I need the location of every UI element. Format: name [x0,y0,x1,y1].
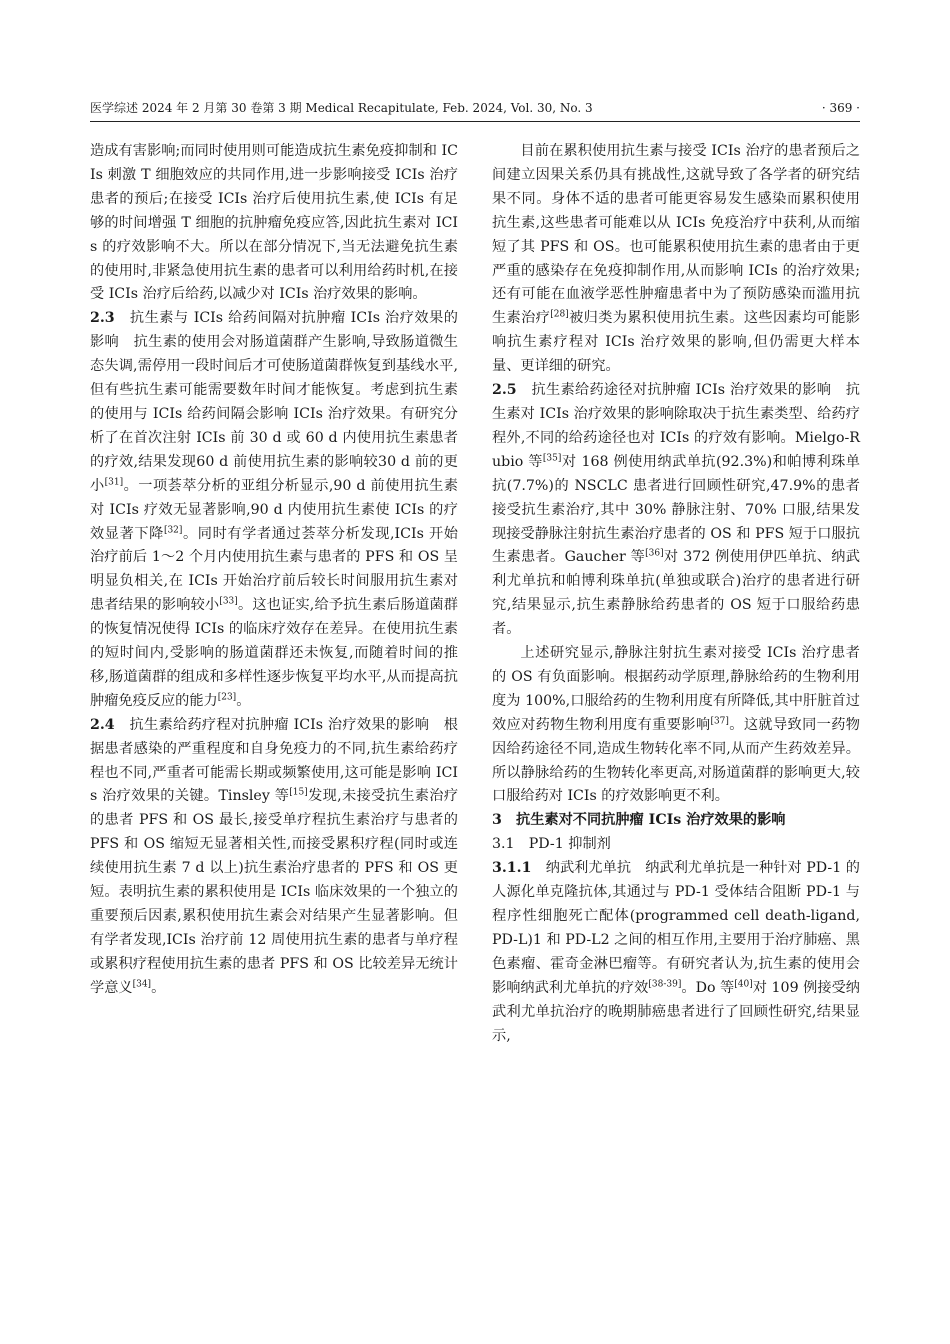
section-2-4 [90,714,458,1001]
section-number: 2.3 [90,310,115,327]
citation: [34] [132,978,152,989]
page-number: · 369 · [821,101,860,115]
section-title: 纳武利尤单抗 [545,860,632,877]
running-header [90,100,860,120]
section-number: 2.5 [492,382,517,399]
body-text: 对 372 例使用伊匹单抗、纳武利尤单抗和帕博利珠单抗(单独或联合)治疗的患者进行研究,结果显示,抗生素静脉给药患者的 OS 短于口服给药患者。 [492,549,860,638]
paragraph [492,140,860,379]
citation: [33] [219,596,238,607]
body-text: 上述研究显示,静脉注射抗生素对接受 ICIs 治疗患者的 OS 有负面影响。根据药动学原理,静脉给药的生物利用度为 100%,口服给药的生物利用度有所降低,其中肝脏首过效应对药物生物利用度有重要影响 [492,645,860,733]
citation: [15] [289,787,308,798]
section-title: 抗生素与 ICIs 给药间隔对抗肿瘤 ICIs 治疗效果的影响 [90,310,458,351]
section-number: 3.1.1 [492,860,532,877]
body-text: 纳武利尤单抗是一种针对 PD-1 的人源化单克隆抗体,其通过与 PD-1 受体结合阻断 PD-1 与程序性细胞死亡配体(programmed cell death-ligand, PD-L)1 和 PD-L2 之间的相互作用,主要用于治疗肺癌、黑色素瘤、霍奇金淋巴瘤等。有研究者认为,抗生素的使用会影响纳武利尤单抗的疗效 [492,860,860,996]
citation: [32] [163,524,183,535]
citation: [23] [217,692,237,703]
section-3-heading: 3 抗生素对不同抗肿瘤 ICIs 治疗效果的影响 [492,812,786,829]
paragraph-continued: 造成有害影响;而同时使用则可能造成抗生素免疫抑制和 ICIs 刺激 T 细胞效应的共同作用,进一步影响接受 ICIs 治疗患者的预后;在接受 ICIs 治疗后使用抗生素,使 ICIs 有足够的时间增强 T 细胞的抗肿瘤免疫应答,因此抗生素对 ICIs 的疗效影响不大。所以在部分情况下,当无法避免抗生素的使用时,非紧急使用抗生素的患者可以利用给药时机,在接受 ICIs 治疗后给药,以减少对 ICIs 治疗效果的影响。 [90,143,458,303]
right-column [492,140,860,1048]
citation: [37] [710,716,729,727]
citation: [28] [550,309,569,320]
body-text: 对 168 例使用纳武单抗(92.3%)和帕博利珠单抗(7.7%)的 NSCLC 患者进行回顾性研究,47.9%的患者接受抗生素治疗,其中 30% 静脉注射、70% 口服,结果发现接受静脉注射抗生素治疗患者的 OS 和 PFS 短于口服抗生素患者。Gaucher 等 [492,453,860,566]
journal-header: 医学综述 2024 年 2 月第 30 卷第 3 期 Medical Recapitulate, Feb. 2024, Vol. 30, No. 3 [90,101,593,115]
body-text: 发现,未接受抗生素治疗的患者 PFS 和 OS 最长,接受单疗程抗生素治疗与患者的 PFS 和 OS 缩短无显著相关性,而接受累积疗程(同时或连续使用抗生素 7 d 以上)抗生素治疗患者的 PFS 和 OS 更短。表明抗生素的累积使用是 ICIs 临床效果的一个独立的重要预后因素,累积使用抗生素会对结果产生显著影响。但有学者发现,ICIs 治疗前 12 周使用抗生素的患者与单疗程或累积疗程使用抗生素的患者 PFS 和 OS 比较差异无统计学意义 [90,788,459,996]
body-text: 目前在累积使用抗生素与接受 ICIs 治疗的患者预后之间建立因果关系仍具有挑战性,这就导致了各学者的研究结果不同。身体不适的患者可能更容易发生感染而累积使用抗生素,这些患者可能难以从 ICIs 免疫治疗中获利,从而缩短了其 PFS 和 OS。也可能累积使用抗生素的患者由于更严重的感染存在免疫抑制作用,从而影响 ICIs 的治疗效果;还有可能在血液学恶性肿瘤患者中为了预防感染而滥用抗生素治疗 [492,143,860,327]
citation: [36] [645,548,664,559]
header-rule [90,121,860,122]
citation: [40] [734,978,753,989]
body-text: 。这就导致同一药物因给药途径不同,造成生物转化率不同,从而产生药效差异。所以静脉给药的生物转化率更高,对肠道菌群的影响更大,较口服给药对 ICIs 的疗效影响更不利。 [492,716,860,805]
body-text: 。Do 等 [681,979,735,996]
body-text: 。这也证实,给予抗生素后肠道菌群的恢复情况使得 ICIs 的临床疗效存在差异。在使用抗生素的短时间内,受影响的肠道菌群还未恢复,而随着时间的推移,肠道菌群的组成和多样性逐步恢复平均水平,从而提高抗肿瘤免疫反应的能力 [90,597,458,709]
section-title: 抗生素给药途径对抗肿瘤 ICIs 治疗效果的影响 [531,382,832,399]
body-text: 。同时有学者通过荟萃分析发现,ICIs 开始治疗前后 1～2 个月内使用抗生素与患者的 PFS 和 OS 呈明显负相关,在 ICIs 开始治疗前后较长时间服用抗生素对患者结果的影响较小 [90,525,458,614]
section-number: 2.4 [90,716,115,733]
citation: [38-39] [648,978,682,989]
body-text: 抗生素对 ICIs 治疗效果的影响除取决于抗生素类型、给药疗程外,不同的给药途径也对 ICIs 的疗效有影响。Mielgo-Rubio 等 [492,382,860,470]
body-text: 对 109 例接受纳武利尤单抗治疗的晚期肺癌患者进行了回顾性研究,结果显示, [492,979,860,1044]
body-text: 。一项荟萃分析的亚组分析显示,90 d 前使用抗生素对 ICIs 疗效无显著影响,90 d 内使用抗生素使 ICIs 的疗效显著下降 [90,477,458,542]
section-3-1-1 [492,857,860,1048]
section-2-5 [492,379,860,642]
body-text: 。 [151,979,166,996]
body-text: 根据患者感染的严重程度和自身免疫力的不同,抗生素给药疗程也不同,严重者可能需长期或频繁使用,这可能是影响 ICIs 治疗效果的关键。Tinsley 等 [90,716,458,805]
left-column [90,140,458,1001]
body-text: 。 [236,692,251,709]
citation: [35] [542,453,562,464]
body-text: 抗生素的使用会对肠道菌群产生影响,导致肠道微生态失调,需停用一段时间后才可使肠道菌群恢复到基线水平,但有些抗生素可能需要数年时间才能恢复。考虑到抗生素的使用与 ICIs 给药间隔会影响 ICIs 治疗效果。有研究分析了在首次注射 ICIs 前 30 d 或 60 d 内使用抗生素患者的疗效,结果发现60 d 前使用抗生素的影响较30 d 前的更小 [90,334,458,494]
section-3-1-heading: 3.1 PD-1 抑制剂 [492,836,611,853]
section-2-3 [90,307,458,713]
citation: [31] [104,476,124,487]
section-title: 抗生素给药疗程对抗肿瘤 ICIs 治疗效果的影响 [129,716,430,733]
paragraph [492,642,860,809]
body-text: 被归类为累积使用抗生素。这些因素均可能影响抗生素疗程对 ICIs 治疗效果的影响,但仍需更大样本量、更详细的研究。 [492,310,860,375]
